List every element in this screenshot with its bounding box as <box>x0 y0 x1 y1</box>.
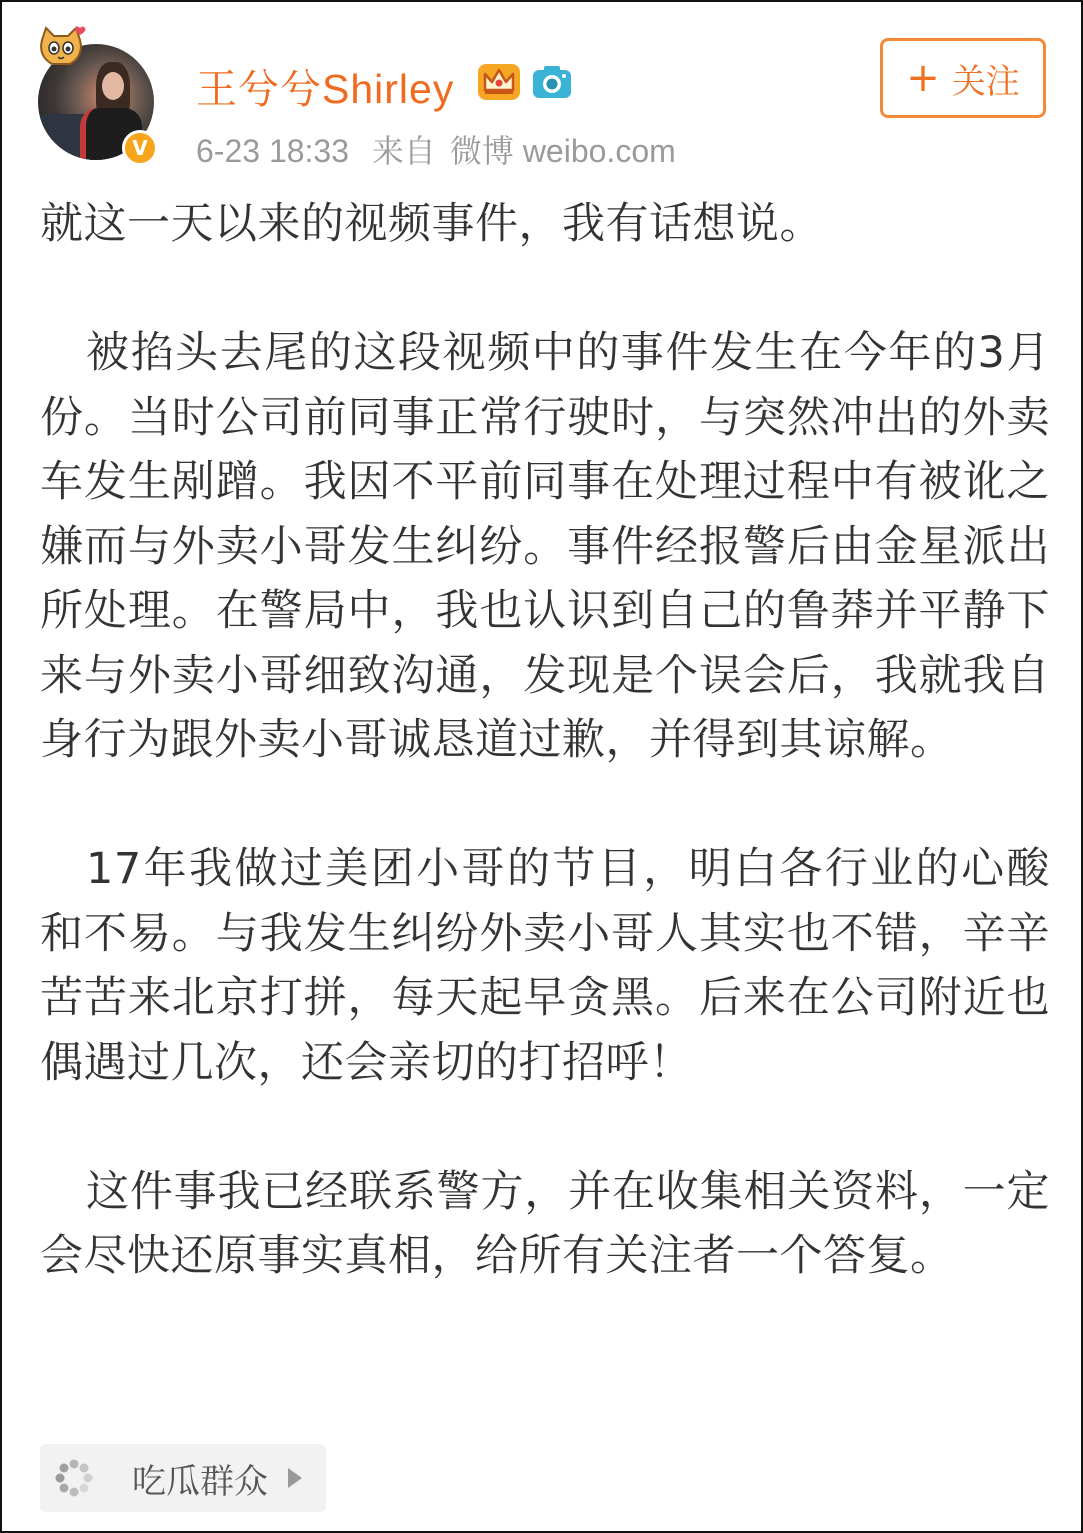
post-paragraph: 这件事我已经联系警方，并在收集相关资料，一定会尽快还原事实真相，给所有关注者一个答复。 <box>40 1166 1050 1281</box>
username[interactable]: 王兮兮Shirley <box>196 66 455 112</box>
post-paragraph: 17年我做过美团小哥的节目，明白各行业的心酸和不易。与我发生纠纷外卖小哥人其实也不错，辛辛苦苦来北京打拼，每天起早贪黑。后来在公司附近也偶遇过几次，还会亲切的打招呼！ <box>40 844 1050 1088</box>
post-body <box>40 192 1050 1289</box>
cat-sticker-icon <box>36 26 86 70</box>
follow-label: 关注 <box>951 61 1020 102</box>
plus-icon: + <box>906 55 940 101</box>
play-arrow-icon <box>286 1466 304 1490</box>
crown-icon[interactable] <box>476 60 522 102</box>
loading-dots-icon <box>54 1458 94 1498</box>
verified-icon: V <box>122 130 158 166</box>
avatar-face <box>102 72 124 100</box>
source-prefix: 来自 <box>371 133 436 169</box>
post-paragraph: 就这一天以来的视频事件，我有话想说。 <box>40 199 823 249</box>
post-meta <box>196 126 690 172</box>
camera-icon[interactable] <box>532 64 572 100</box>
post-paragraph: 被掐头去尾的这段视频中的事件发生在今年的3月份。当时公司前同事正常行驶时，与突然冲出的外卖车发生剐蹭。我因不平前同事在处理过程中有被讹之嫌而与外卖小哥发生纠纷。事件经报警后由金星派出所处理。在警局中，我也认识到自己的鲁莽并平静下来与外卖小哥细致沟通，发现是个误会后，我就我自身行为跟外卖小哥诚恳道过歉，并得到其谅解。 <box>40 328 1050 765</box>
follow-button[interactable] <box>880 38 1046 118</box>
topic-label: 吃瓜群众 <box>132 1461 268 1502</box>
post-source[interactable]: 微博 weibo.com <box>449 133 676 169</box>
post-header <box>38 26 1048 169</box>
topic-chip[interactable] <box>40 1444 326 1512</box>
post-timestamp: 6-23 18:33 <box>196 133 350 169</box>
